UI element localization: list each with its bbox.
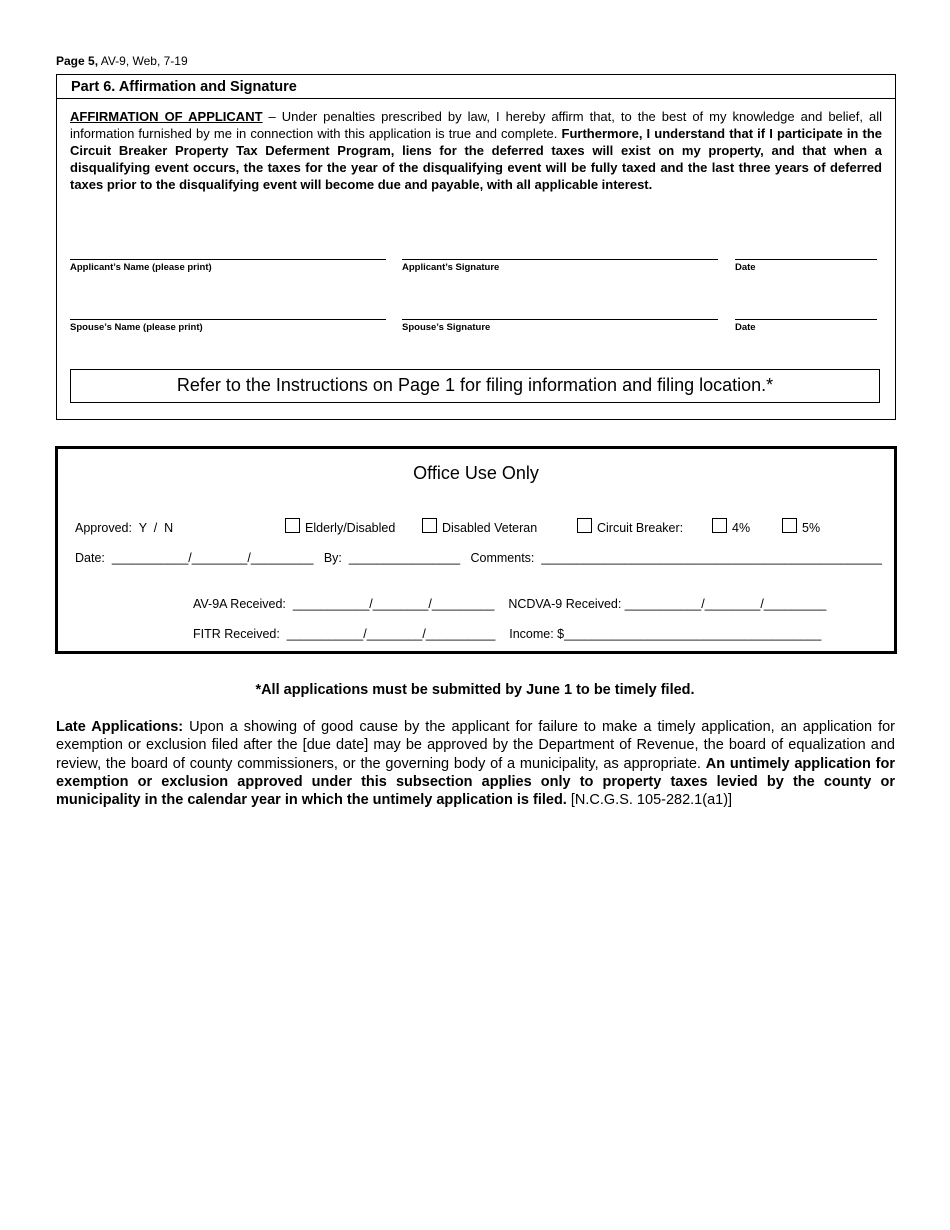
- page-header: [56, 54, 188, 68]
- four-percent-label: 4%: [732, 521, 751, 535]
- five-percent-checkbox[interactable]: [782, 518, 797, 533]
- fitr-income-line[interactable]: FITR Received: ___________/________/__________ Income: $_____________________________________: [193, 627, 822, 641]
- spouse-name-label: Spouse’s Name (please print): [70, 322, 203, 333]
- elderly-disabled-label: Elderly/Disabled: [305, 521, 396, 535]
- applicant-date-line[interactable]: [735, 259, 877, 260]
- form-id: AV-9, Web, 7-19: [100, 54, 188, 68]
- late-applications-lead: Late Applications:: [56, 719, 184, 735]
- spouse-date-label: Date: [735, 322, 756, 333]
- av9a-ncdva9-received-line[interactable]: AV-9A Received: ___________/________/_________ NCDVA-9 Received: ___________/________/_________: [193, 597, 827, 611]
- refer-instructions-box: Refer to the Instructions on Page 1 for filing information and filing location.*: [70, 369, 880, 403]
- part6-section: [56, 74, 896, 420]
- applicant-name-line[interactable]: [70, 259, 386, 260]
- late-applications-bold: An untimely application for exemption or exclusion approved under this subsection applies only to property taxes levied by the county or municipality in the calendar year in which the untimely application is filed.: [56, 755, 895, 809]
- office-use-section: [55, 446, 897, 654]
- circuit-breaker-label: Circuit Breaker:: [597, 521, 684, 535]
- late-applications-normal: Upon a showing of good cause by the applicant for failure to make a timely application, an application for exemption or exclusion filed after the [due date] may be approved by the Department of Revenue, the board of equalization and review, the board of county commissioners, or the governing body of a municipality, as appropriate.: [56, 719, 896, 772]
- affirmation-bold: Furthermore, I understand that if I participate in the Circuit Breaker Property Tax Deferment Program, liens for the deferred taxes will exist on my property, and that when a disqualifying event occurs, the taxes for the year of the disqualifying event will be fully taxed and the last three years of deferred taxes prior to the disqualifying event will become due and payable, with all applicable interest.: [70, 126, 882, 192]
- part6-title: Part 6. Affirmation and Signature: [57, 75, 895, 99]
- affirmation-normal: – Under penalties prescribed by law, I hereby affirm that, to the best of my knowledge and belief, all information furnished by me in connection with this application is true and complete.: [70, 109, 883, 141]
- spouse-name-line[interactable]: [70, 319, 386, 320]
- deadline-notice: *All applications must be submitted by June 1 to be timely filed.: [255, 682, 695, 698]
- affirmation-lead: AFFIRMATION OF APPLICANT: [70, 109, 263, 124]
- disabled-veteran-checkbox[interactable]: [422, 518, 437, 533]
- page-number: Page 5,: [56, 54, 99, 68]
- five-percent-label: 5%: [802, 521, 821, 535]
- approved-field[interactable]: Approved: Y / N: [75, 521, 174, 535]
- affirmation-text: [70, 108, 882, 193]
- spouse-signature-line[interactable]: [402, 319, 718, 320]
- applicant-signature-line[interactable]: [402, 259, 718, 260]
- late-applications-citation: [N.C.G.S. 105-282.1(a1)]: [566, 792, 733, 809]
- spouse-signature-label: Spouse’s Signature: [402, 322, 491, 333]
- four-percent-checkbox[interactable]: [712, 518, 727, 533]
- applicant-name-label: Applicant’s Name (please print): [70, 262, 212, 273]
- circuit-breaker-checkbox[interactable]: [577, 518, 592, 533]
- disabled-veteran-label: Disabled Veteran: [442, 521, 538, 535]
- elderly-disabled-checkbox[interactable]: [285, 518, 300, 533]
- spouse-date-line[interactable]: [735, 319, 877, 320]
- late-applications-paragraph: [56, 718, 895, 809]
- office-use-title: Office Use Only: [413, 463, 539, 483]
- date-by-comments-line[interactable]: Date: ___________/________/_________ By: ________________ Comments: _________________________________________________: [75, 551, 882, 565]
- applicant-date-label: Date: [735, 262, 756, 273]
- applicant-signature-label: Applicant’s Signature: [402, 262, 500, 273]
